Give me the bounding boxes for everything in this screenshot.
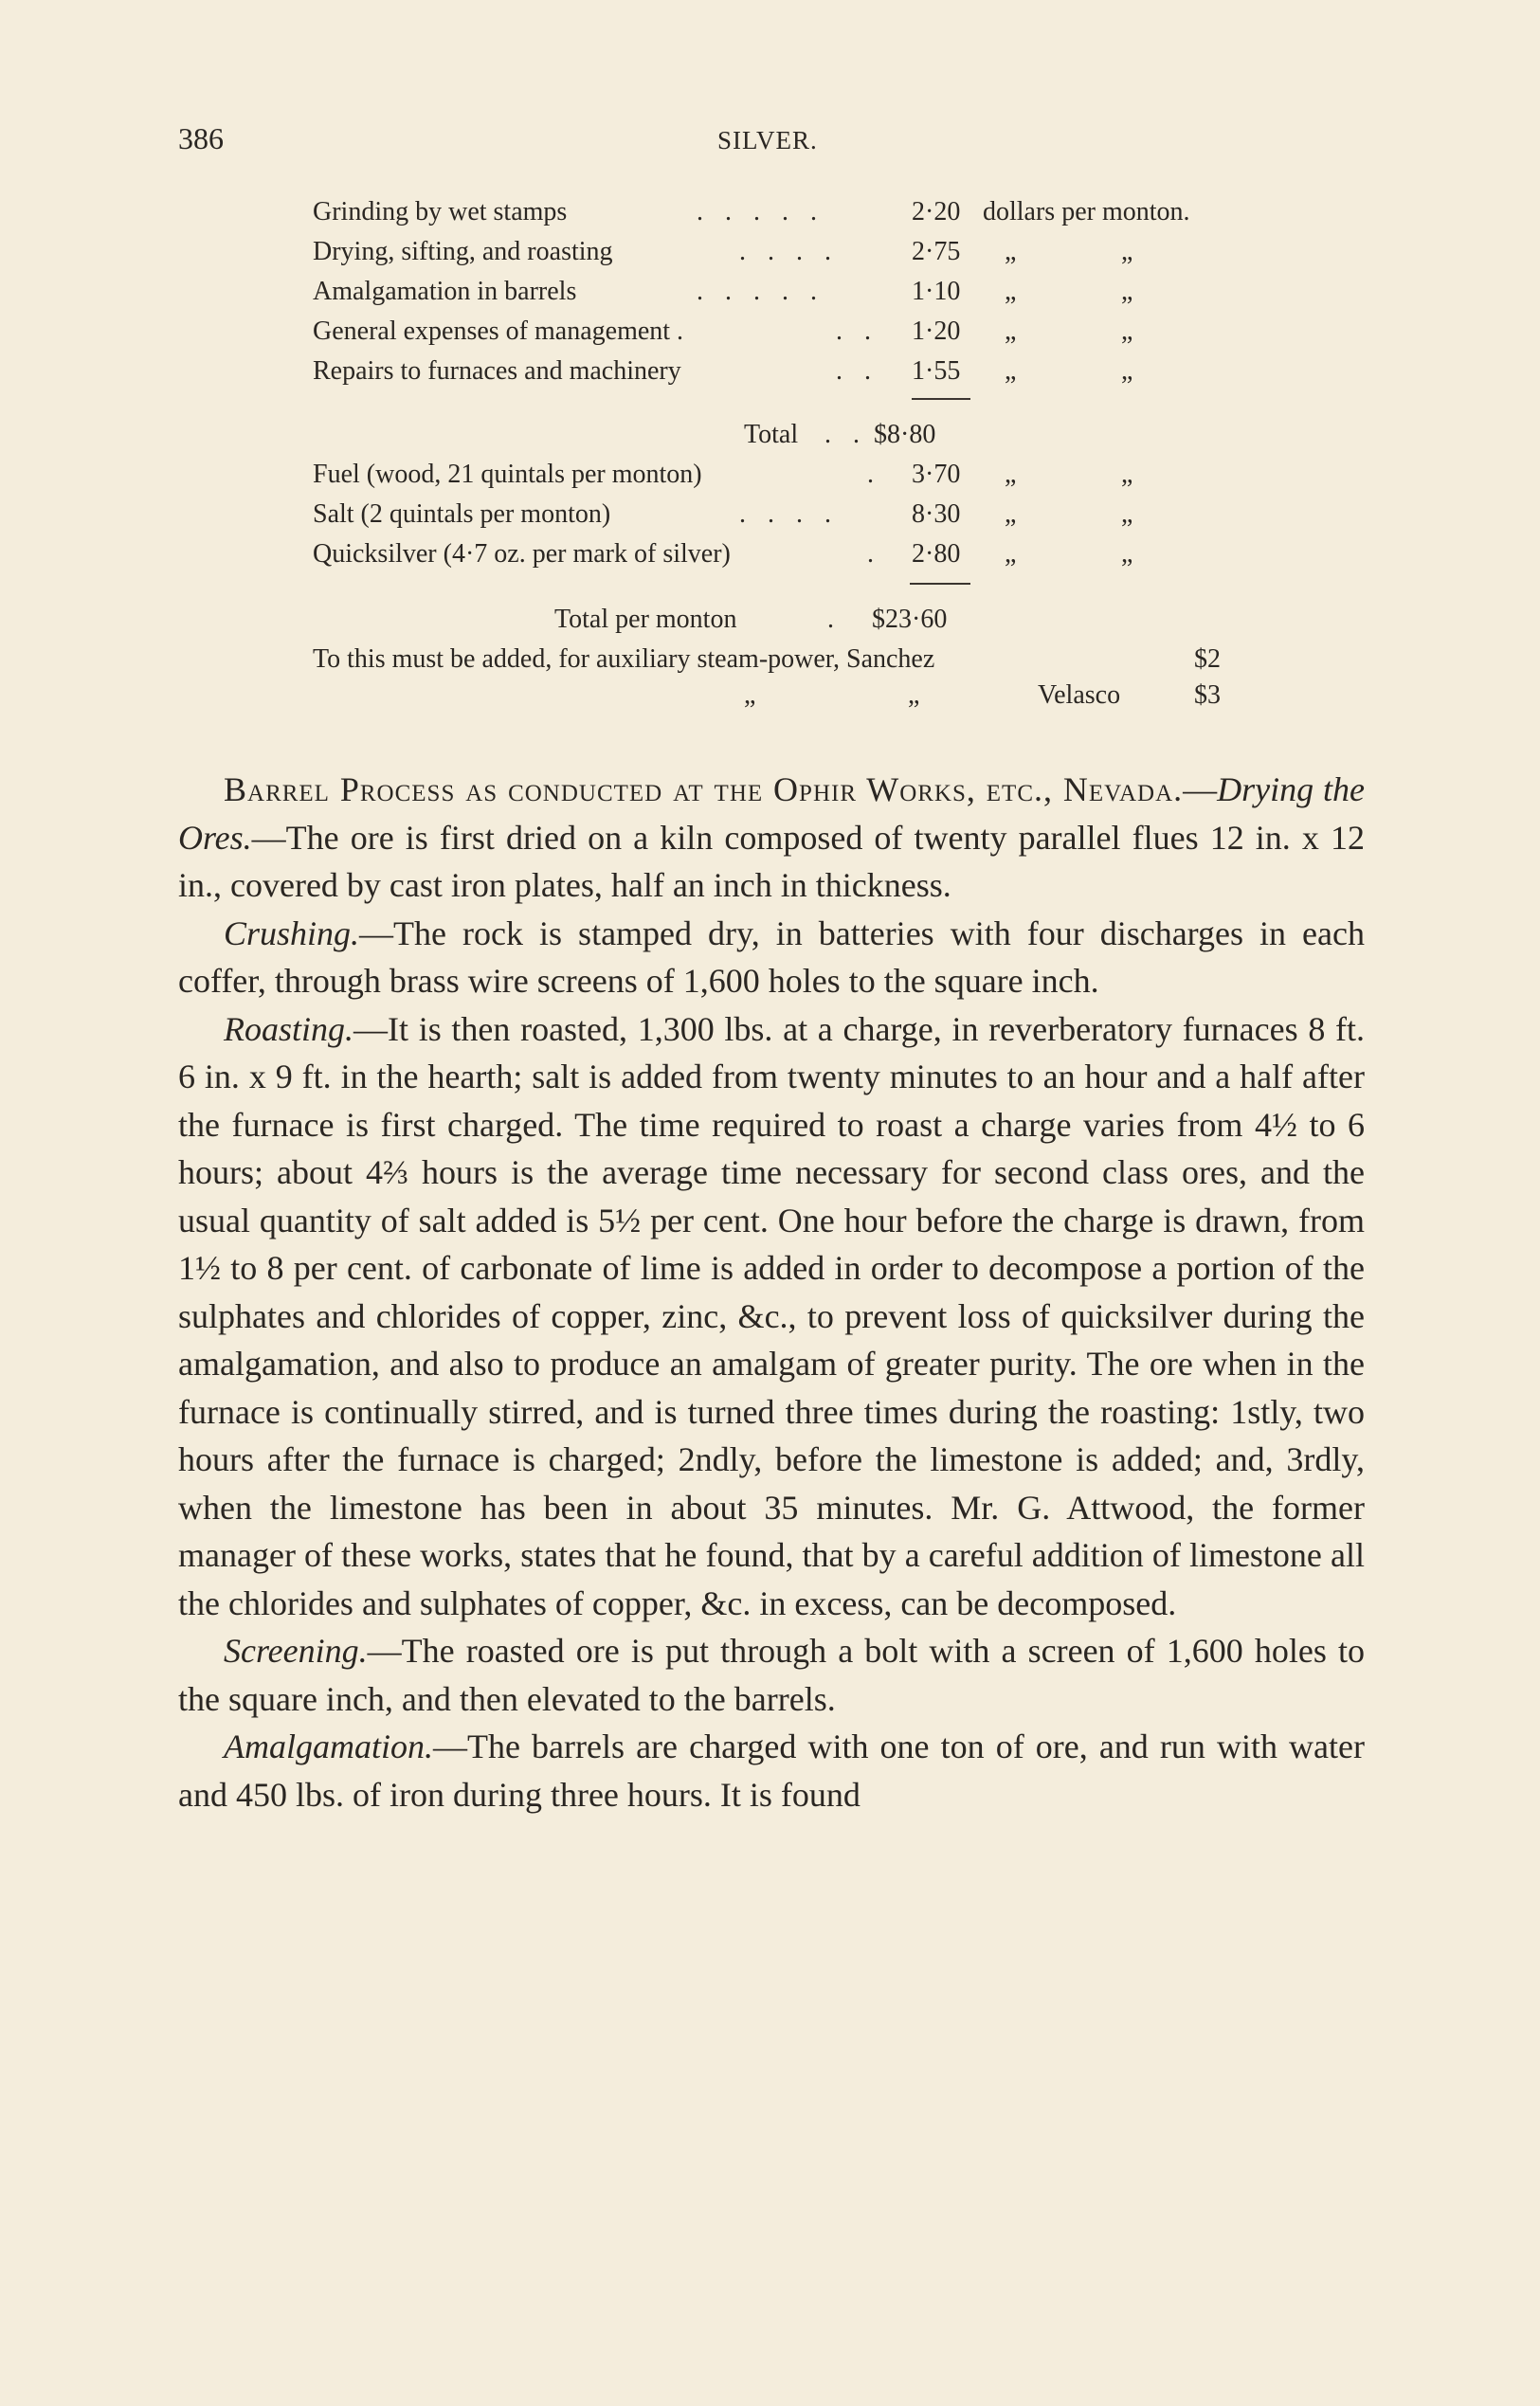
cost-label: Repairs to furnaces and machinery: [313, 356, 681, 386]
leader-dots: .: [867, 539, 881, 569]
paragraph-subheading: Amalgamation.: [224, 1728, 433, 1765]
ditto-mark: „: [1121, 237, 1133, 266]
paragraph-subheading: Crushing.: [224, 914, 360, 952]
paragraph-subheading: Roasting.: [224, 1009, 354, 1048]
paragraph: Amalgamation.—The barrels are charged with one ton of ore, and run with water and 450 lbs. of iron during three hours. It is found: [178, 1728, 1365, 1814]
paragraph: Crushing.—The rock is stamped dry, in batteries with four discharges in each coffer, through brass wire screens of 1,600 holes to the square inch.: [178, 914, 1365, 1000]
leader-dots: . . . .: [739, 499, 839, 529]
total-value: $23·60: [872, 605, 948, 634]
cost-value: 8·30: [912, 499, 961, 529]
leader-dots: . . . . .: [697, 277, 824, 306]
cost-label: Fuel (wood, 21 quintals per monton): [313, 460, 702, 489]
paragraph-text: The barrels are charged with one ton of ore, and run with water and 450 lbs. of iron during three hours. It is found: [178, 1728, 1365, 1814]
paragraph-text: It is then roasted, 1,300 lbs. at a charge, in reverberatory furnaces 8 ft. 6 in. x 9 ft. in the hearth; salt is added from twenty minutes to an hour and a half after the furnace is first charged. The time required to roast a charge varies from 4½ to 6 hours; about 4⅔ hours is the average time necessary for second class ores, and the usual quantity of salt added is 5½ per cent. One hour before the charge is drawn, from 1½ to 8 per cent. of carbonate of lime is added in order to decompose a portion of the sulphates and chlorides of copper, zinc, &c., to prevent loss of quicksilver during the amalgamation, and also to produce an amalgam of greater purity. The ore when in the furnace is continually stirred, and is turned three times during the roasting: 1stly, two hours after the furnace is charged; 2ndly, before the limestone is added; and, 3rdly, when the limestone has been in about 35 minutes. Mr. G. Attwood, the former manager of these works, states that he found, that by a careful addition of limestone all the chlorides and sulphates of copper, &c. in excess, can be decomposed.: [178, 1009, 1365, 1622]
ditto-mark: „: [1005, 356, 1017, 386]
cost-row: [0, 318, 1540, 356]
ditto-mark: „: [908, 680, 920, 710]
paragraph: Screening.—The roasted ore is put through a bolt with a screen of 1,600 holes to the square inch, and then elevated to the barrels.: [178, 1632, 1365, 1718]
cost-row: [0, 279, 1540, 317]
cost-value: 3·70: [912, 460, 961, 489]
total-row: [0, 606, 1540, 644]
total-row: [0, 422, 1540, 460]
cost-label: Drying, sifting, and roasting: [313, 237, 613, 266]
cost-value: 1·10: [912, 277, 961, 306]
running-title: SILVER.: [717, 126, 818, 154]
total-value: $8·80: [874, 420, 936, 449]
cost-row: [0, 199, 1540, 237]
cost-label: Amalgamation in barrels: [313, 277, 577, 306]
cost-row: [0, 541, 1540, 579]
body-text: [178, 766, 1365, 1818]
note-value: $2: [1194, 644, 1221, 674]
paragraph-subheading: Drying the Ores.: [178, 770, 1366, 857]
cost-label: Salt (2 quintals per monton): [313, 499, 611, 529]
ditto-mark: „: [1121, 356, 1133, 386]
paragraph: Barrel Process as conducted at the Ophir Works, etc., Nevada.—Drying the Ores.—The ore is first dried on a kiln composed of twenty parallel flues 12 in. x 12 in., covered by cast iron plates, half an inch in thickness.: [178, 770, 1366, 904]
cost-row: [0, 461, 1540, 499]
sum-rule: [912, 398, 970, 400]
cost-value: 1·20: [912, 317, 961, 346]
note-row: [0, 682, 1540, 720]
ditto-mark: „: [1005, 499, 1017, 529]
ditto-mark: „: [1005, 277, 1017, 306]
section-heading: Barrel Process as conducted at the Ophir Works, etc., Nevada.: [224, 770, 1184, 808]
ditto-mark: „: [1121, 277, 1133, 306]
leader-dots: . . . .: [739, 237, 839, 266]
ditto-mark: „: [1005, 237, 1017, 266]
ditto-mark: „: [1121, 539, 1133, 569]
sum-rule: [910, 583, 970, 585]
cost-label: Quicksilver (4·7 oz. per mark of silver): [313, 539, 731, 569]
paragraph-text: The ore is first dried on a kiln composed of twenty parallel flues 12 in. x 12 in., covered by cast iron plates, half an inch in thickness.: [178, 818, 1365, 904]
cost-row: [0, 501, 1540, 539]
cost-value: 1·55: [912, 356, 961, 386]
ditto-mark: „: [1121, 317, 1133, 346]
note-text: To this must be added, for auxiliary steam-power, Sanchez: [313, 644, 935, 674]
ditto-mark: „: [1005, 460, 1017, 489]
ditto-mark: „: [744, 680, 756, 710]
cost-row: [0, 358, 1540, 396]
total-label: Total: [744, 420, 799, 449]
ditto-mark: „: [1005, 317, 1017, 346]
cost-label: General expenses of management .: [313, 317, 684, 346]
paragraph: Roasting.—It is then roasted, 1,300 lbs. at a charge, in reverberatory furnaces 8 ft. 6 in. x 9 ft. in the hearth; salt is added from twenty minutes to an hour and a half after the furnace is first charged. The time required to roast a charge varies from 4½ to 6 hours; about 4⅔ hours is the average time necessary for second class ores, and the usual quantity of salt added is 5½ per cent. One hour before the charge is drawn, from 1½ to 8 per cent. of carbonate of lime is added in order to decompose a portion of the sulphates and chlorides of copper, zinc, &c., to prevent loss of quicksilver during the amalgamation, and also to produce an amalgam of greater purity. The ore when in the furnace is continually stirred, and is turned three times during the roasting: 1stly, two hours after the furnace is charged; 2ndly, before the limestone is added; and, 3rdly, when the limestone has been in about 35 minutes. Mr. G. Attwood, the former manager of these works, states that he found, that by a careful addition of limestone all the chlorides and sulphates of copper, &c. in excess, can be decomposed.: [178, 1009, 1365, 1622]
cost-label: Grinding by wet stamps: [313, 197, 568, 226]
ditto-mark: „: [1121, 499, 1133, 529]
leader-dots: .: [827, 605, 834, 634]
cost-value: 2·20: [912, 197, 961, 226]
leader-dots: . . . . .: [697, 197, 824, 226]
leader-dots: . .: [836, 356, 879, 386]
note-value: $3: [1194, 680, 1221, 710]
note-place: Velasco: [1038, 680, 1121, 710]
cost-unit: dollars per monton.: [983, 197, 1190, 226]
page-number: 386: [178, 121, 224, 155]
cost-row: [0, 239, 1540, 277]
ditto-mark: „: [1005, 539, 1017, 569]
leader-dots: .: [867, 460, 881, 489]
paragraph-subheading: Screening.: [224, 1632, 368, 1670]
total-label: Total per monton: [554, 605, 737, 634]
paragraph-text: The rock is stamped dry, in batteries with four discharges in each coffer, through brass wire screens of 1,600 holes to the square inch.: [178, 914, 1365, 1000]
cost-value: 2·75: [912, 237, 961, 266]
note-row: [0, 646, 1540, 684]
leader-dots: . .: [824, 420, 867, 449]
cost-value: 2·80: [912, 539, 961, 569]
paragraph-text: The roasted ore is put through a bolt with a screen of 1,600 holes to the square inch, and then elevated to the barrels.: [178, 1632, 1365, 1718]
ditto-mark: „: [1121, 460, 1133, 489]
leader-dots: . .: [836, 317, 879, 346]
